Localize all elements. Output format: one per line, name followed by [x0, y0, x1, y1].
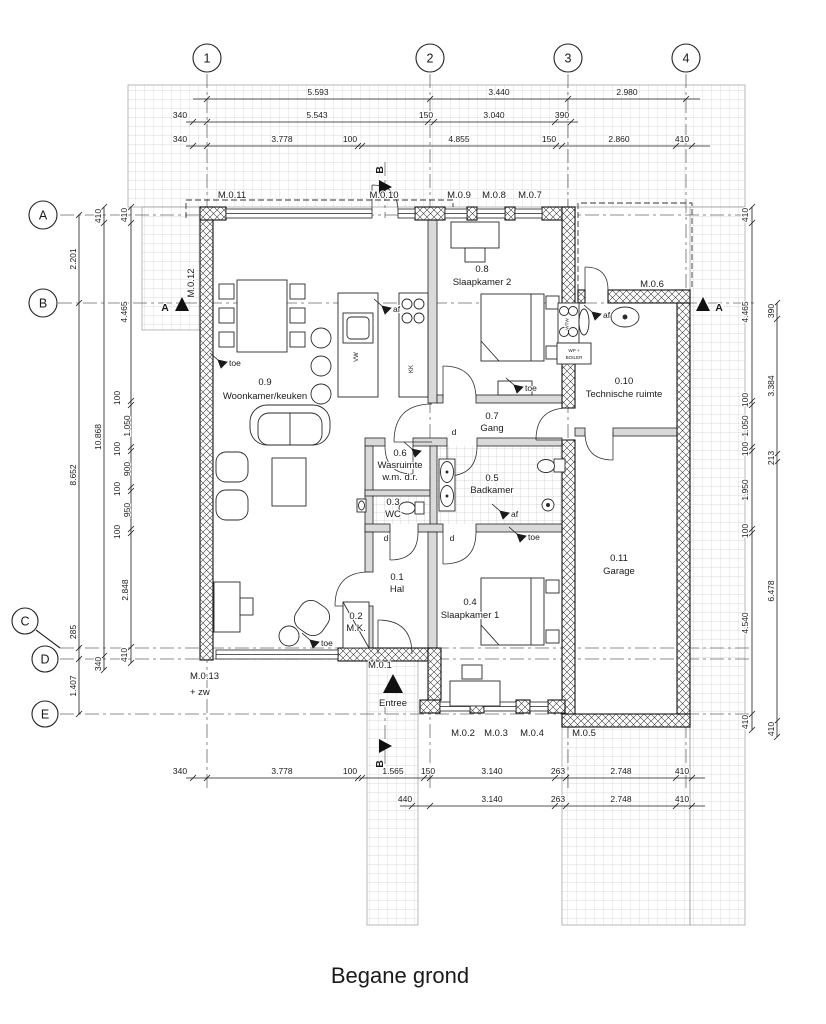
room-name: WC [385, 509, 401, 520]
dim-label: 3.778 [271, 766, 293, 776]
dishwasher-label: VW [354, 352, 360, 362]
dim-label: 4.540 [740, 612, 750, 634]
dim-label: 2.748 [610, 794, 632, 804]
room-number: 0.7 [485, 411, 499, 422]
room-number: 0.5 [485, 473, 499, 484]
dim-label: 263 [550, 766, 566, 776]
room-number: 0.2 [349, 611, 363, 622]
dim-label: 100 [342, 134, 358, 144]
dim-label: 100 [112, 441, 122, 457]
grid-col-label: 4 [682, 51, 690, 66]
room-number: 0.9 [258, 377, 272, 388]
room-number: 0.10 [614, 376, 634, 387]
dim-label: 410 [119, 207, 129, 223]
dim-label: 10.868 [93, 424, 103, 450]
vent-af-label: af [393, 304, 401, 314]
section-a-label: A [715, 302, 723, 314]
room-number: 0.6 [393, 448, 407, 459]
dim-label: 1.050 [122, 415, 132, 437]
wall-label: M.0.9 [447, 190, 471, 201]
vent-toe-label: toe [321, 638, 333, 648]
dim-label: 100 [740, 392, 750, 408]
dimension-labels-left [68, 208, 132, 697]
dim-label: 340 [172, 134, 188, 144]
wall-label: M.0.5 [572, 728, 596, 739]
room-name: Hal [389, 584, 405, 595]
dim-label: 340 [172, 766, 188, 776]
dim-label: 100 [112, 390, 122, 406]
dim-label: 950 [122, 502, 132, 518]
dim-label: 5.593 [307, 87, 329, 97]
dim-label: 100 [740, 523, 750, 539]
room-number: 0.3 [386, 497, 400, 508]
dim-label: 390 [554, 110, 570, 120]
wall-label: M.0.4 [520, 728, 544, 739]
drawing-title: Begane grond [330, 963, 470, 988]
wall-label: M.0.13 [190, 671, 220, 682]
grid-row-label: D [40, 652, 50, 667]
dim-label: 3.778 [271, 134, 293, 144]
room-name: Badkamer [470, 485, 514, 496]
dim-label: 150 [420, 766, 436, 776]
grid-row-label: B [38, 296, 48, 311]
dim-label: 410 [674, 766, 690, 776]
room-name: Slaapkamer 1 [440, 610, 500, 621]
wall-label: M.0.7 [518, 190, 542, 201]
dim-label: 2.201 [68, 248, 78, 270]
section-b-label: B [374, 760, 386, 768]
dim-label: 390 [766, 303, 776, 319]
dim-label: 410 [119, 647, 129, 663]
grid-row-label: E [40, 707, 50, 722]
room-sublabel: w.m. d.r. [382, 472, 418, 483]
door-label: d [449, 533, 455, 543]
dim-label: 2.860 [608, 134, 630, 144]
wall-label: M.0.8 [482, 190, 506, 201]
wall-sublabel: + zw [190, 687, 210, 698]
dim-label: 3.140 [481, 766, 503, 776]
dimension-labels-right [740, 208, 776, 736]
room-number: 0.1 [390, 572, 404, 583]
dim-label: 100 [740, 441, 750, 457]
dim-label: 340 [172, 110, 188, 120]
room-number: 0.11 [610, 553, 628, 564]
fridge-label: KK [409, 364, 415, 374]
wall-label: M.0.6 [640, 279, 664, 290]
section-b-label: B [374, 166, 386, 174]
dim-label: 1.050 [740, 415, 750, 437]
room-name: M.K. [346, 623, 366, 634]
room-name: Gang [480, 423, 504, 434]
dim-label: 150 [418, 110, 434, 120]
grid-row-label: A [38, 208, 48, 223]
dim-label: 5.543 [306, 110, 328, 120]
dim-label: 4.465 [740, 301, 750, 323]
room-name: Woonkamer/keuken [222, 391, 308, 402]
vent-toe-label: toe [525, 383, 537, 393]
room-name: Technische ruimte [585, 389, 663, 400]
wall-label: M.0.1 [368, 660, 392, 671]
dim-label: 2.848 [120, 579, 130, 601]
wall-label: M.0.12 [186, 268, 197, 298]
dim-label: 410 [674, 134, 690, 144]
vent-af-label: af [511, 509, 519, 519]
dim-label: 100 [112, 524, 122, 540]
room-name: Wasruimte [377, 460, 423, 471]
dim-label: 1.565 [382, 766, 404, 776]
dim-label: 3.040 [483, 110, 505, 120]
dim-label: 150 [541, 134, 557, 144]
dim-label: 3.384 [766, 375, 776, 397]
heatpump-label: WP + [568, 348, 580, 353]
entree-label: Entree [379, 698, 407, 709]
dim-label: 440 [397, 794, 413, 804]
dim-label: 263 [550, 794, 566, 804]
dim-label: 410 [674, 794, 690, 804]
grid-col-label: 1 [203, 51, 211, 66]
grid-row-label: C [20, 614, 30, 629]
wall-label: M.0.10 [369, 190, 399, 201]
door-label: d [451, 427, 457, 437]
wtw-unit-label: WTW [564, 318, 570, 330]
wall-label: M.0.2 [451, 728, 475, 739]
dim-label: 3.440 [488, 87, 510, 97]
room-name: Garage [603, 566, 635, 577]
dim-label: 6.478 [766, 580, 776, 602]
room-name: Slaapkamer 2 [452, 277, 512, 288]
section-a-label: A [161, 302, 169, 314]
dim-label: 410 [766, 721, 776, 737]
dim-label: 213 [766, 450, 776, 466]
dim-label: 2.980 [616, 87, 638, 97]
dim-label: 285 [68, 624, 78, 640]
dim-label: 4.465 [119, 301, 129, 323]
dim-label: 8.652 [68, 464, 78, 486]
dim-label: 3.140 [481, 794, 503, 804]
dim-label: 100 [112, 481, 122, 497]
vent-af-label: af [603, 310, 611, 320]
dim-label: 1.950 [740, 479, 750, 501]
dim-label: 4.855 [448, 134, 470, 144]
dim-label: 410 [740, 714, 750, 730]
vent-toe-label: toe [229, 358, 241, 368]
wall-label: M.0.3 [484, 728, 508, 739]
wall-label: M.0.11 [217, 190, 247, 201]
room-number: 0.4 [463, 597, 477, 608]
door-label: d [383, 533, 389, 543]
dim-label: 1.407 [68, 675, 78, 697]
dim-label: 410 [93, 208, 103, 224]
heatpump-label: BOILER [565, 355, 583, 360]
dim-label: 340 [93, 656, 103, 672]
dim-label: 100 [342, 766, 358, 776]
grid-col-label: 2 [426, 51, 434, 66]
vent-toe-label: toe [528, 532, 540, 542]
dim-label: 900 [122, 461, 132, 477]
dim-label: 410 [740, 207, 750, 223]
grid-col-label: 3 [564, 51, 572, 66]
room-number: 0.8 [475, 264, 489, 275]
dim-label: 2.748 [610, 766, 632, 776]
